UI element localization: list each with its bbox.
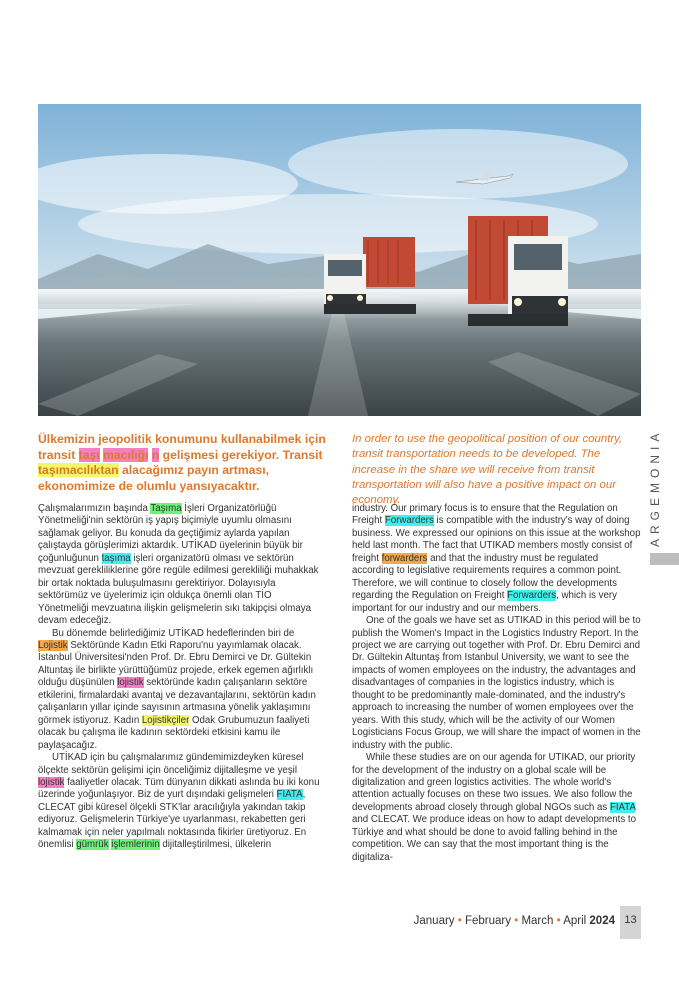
- highlight-tasima: Taşıma: [150, 503, 182, 514]
- highlight-lojistik: Lojistik: [38, 639, 68, 651]
- text-run: industry. Our primary focus is to ensure that the Regulation on Freight: [352, 503, 618, 527]
- issue-date: [0, 915, 615, 927]
- highlight-forwarders: forwarders: [381, 552, 428, 564]
- highlight-forwarders: Forwarders: [507, 590, 557, 602]
- month-march: March: [521, 915, 554, 927]
- highlight-tasima: taşıma: [101, 552, 131, 564]
- text-run: işleri organizatörü olması ve sektörün mevzuat gerekliliklerine göre regüle edilmesi gerekliliği muhakkak bir ortak noktada buluşulmasını gerektiriyor. Dolayısıyla sektörümüz ve üyelerimiz için oldukça önemli olan TİO Yönetmeliği mevzuatına ilişkin gelişmelerin sıkı takipçisi olmaya devam edeceğiz.: [38, 552, 319, 627]
- body-column-english: [352, 503, 641, 864]
- text-run: faaliyetler olacak. Tüm dünyanın dikkati aslında bu iki konu üzerinde yoğunlaşıyor. Biz de yurt dışındaki gelişmeleri: [38, 776, 320, 801]
- separator-dot: •: [511, 915, 522, 927]
- text-run: is compatible with the industry's way of doing business. We expressed our opinions on this issue at the workshop held last month. The fact that UTIKAD members mostly consist of freight: [352, 515, 641, 564]
- hero-illustration: [38, 104, 641, 416]
- lead-tr-text: alacağımız payın artması, ekonomimize de olumlu yansıyacaktır.: [38, 463, 270, 493]
- highlight-forwarders: Forwarders: [384, 515, 434, 527]
- paragraph: [38, 628, 322, 753]
- lead-turkish: [38, 432, 328, 494]
- paragraph: [352, 503, 641, 615]
- paragraph: One of the goals we have set as UTIKAD in this period will be to publish the Women's Impact in the Logistics Industry Report. In the project we are carrying out together with Prof. Dr. Ebru Demirci and Dr. Gültekin Altuntaş from Istanbul University, we want to see the impacts of women employees on the industry, the advantages and disadvantages of companies in the logistics industry, which is thought to be predominantly male-dominated, and the industry's approach to increasing the number of women employees over the years. With this study, which will be the activity of our Women Logisticians Focus Group, we will share the impact of women in the industry with the public.: [352, 615, 641, 751]
- month-april: April: [563, 915, 587, 927]
- text-run: Odak Grubumuzun faaliyeti olacak bu çalışma ile kadının sektördeki etkisini kamu ile paylaşacağız.: [38, 714, 310, 751]
- month-february: February: [464, 915, 512, 927]
- highlight-tasimaciliktan: taşımacılıktan: [38, 463, 119, 477]
- paragraph: [38, 503, 322, 628]
- text-run: Çalışmalarımızın başında: [38, 503, 151, 514]
- highlight-lojistik: lojistik: [38, 776, 65, 788]
- section-label-bar: [650, 553, 679, 565]
- text-run: Sektöründe Kadın Etki Raporu'nu yayımlamak olacak. İstanbul Üniversitesi'nden Prof. Dr. Ebru Demirci ve Dr. Gültekin Altuntaş ile birlikte yürüttüğümüz projede, erkek egemen ağırlıklı olduğu düşünülen: [38, 639, 314, 689]
- lead-tr-text: Ülkemizin jeopolitik konumunu kullanabilmek için transit: [38, 432, 326, 462]
- highlight-lojistik: lojistik: [117, 677, 144, 689]
- text-run: sektöründe kadın çalışanların sektöre etkilerini, firmalardaki avantaj ve dezavantajlarını, sektörün kadın çalışanların yıllar içinde sayısının artmasına yönelik yaklaşımını görmek istiyoruz. Kadın: [38, 677, 316, 726]
- paragraph: [352, 752, 641, 864]
- highlight-tasi: taşı: [78, 447, 100, 462]
- highlight-gumruk: gümrük: [76, 839, 109, 851]
- text-run: UTİKAD için bu çalışmalarımız gündemimizdeyken küresel ölçekte sektörün gelişimi için önceliğimiz dijitalleşme ve yeşil: [38, 752, 304, 776]
- hero-photo-trucks: [38, 104, 641, 416]
- text-run: , which is very important for our industry and our members.: [352, 590, 617, 614]
- text-run: While these studies are on our agenda for UTIKAD, our priority for the development of the industry on a global scale will be digitalization and green logistics activities. The whole world's attention actually focuses on these two issues. We also follow the developments abroad closely through global NGOs such as: [352, 752, 636, 813]
- issue-year: 2024: [589, 915, 615, 927]
- text-run: İşleri Organizatörlüğü Yönetmeliği'nin sektörün iş yapış biçimiyle uyumlu olmasını sağlamak geliyor. Bu konuda da geçtiğimiz aylarda yapılan çalıştayda görüşlerimizi aktardık. UTİKAD üyelerinin büyük bir çoğunluğunun: [38, 503, 303, 564]
- highlight-fiata: FIATA: [276, 789, 303, 801]
- paragraph: [38, 752, 322, 852]
- separator-dot: •: [553, 915, 564, 927]
- lead-tr-text: gelişmesi gerekiyor. Transit: [159, 447, 323, 462]
- text-run: Bu dönemde belirlediğimiz UTİKAD hedeflerinden biri de: [52, 627, 295, 639]
- highlight-n: n: [151, 447, 160, 462]
- text-run: and that the industry must be regulated according to legislative requirements requires a common point. Therefore, we will continue to closely follow the developments regarding the Regulation on Freight: [352, 552, 622, 602]
- highlight-fiata: FIATA: [609, 801, 636, 813]
- highlight-islemlerinin: işlemlerinin: [111, 839, 160, 851]
- highlight-macilig: macılığı: [103, 447, 149, 462]
- lead-english: In order to use the geopolitical position of our country, transit transportation needs to be developed. The increase in the share we will receive from transit transportation will also have a positive impact on our economy.: [352, 433, 623, 507]
- section-label: ARGEMONIA: [648, 428, 662, 548]
- month-january: January: [413, 915, 455, 927]
- text-run: and CLECAT. We produce ideas on how to adapt developments to Türkiye and what should be done to avoid falling behind in the competition. We can say that the most important thing is the digitaliza-: [352, 814, 636, 863]
- text-run: dijitalleştirilmesi, ülkelerin: [159, 839, 272, 851]
- text-run: , CLECAT gibi küresel ölçekli STK'lar aracılığıyla yakından takip ediyoruz. Gelişmelerin Türkiye'ye uyarlanması, rekabetten geri kalmamak için neler yapılmalı noktasında fikirler üretiyoruz. En önemlisi: [38, 789, 307, 851]
- body-column-turkish: [38, 503, 322, 852]
- highlight-lojistikciler: Lojistikçiler: [141, 714, 190, 726]
- separator-dot: •: [454, 915, 465, 927]
- page-number: 13: [620, 906, 641, 939]
